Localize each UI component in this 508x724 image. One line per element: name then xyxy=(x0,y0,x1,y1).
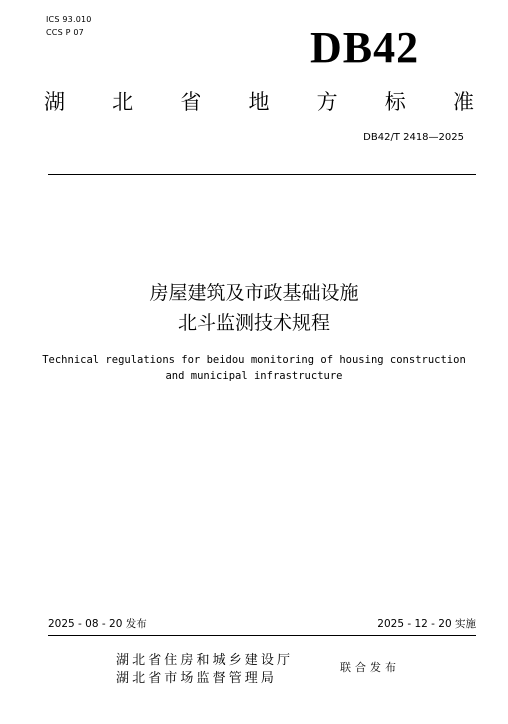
classification-codes xyxy=(46,13,92,39)
standard-number: DB42/T 2418—2025 xyxy=(363,132,464,143)
english-title-line-1: Technical regulations for beidou monitoring of housing construction xyxy=(42,354,466,366)
standard-type-char: 方 xyxy=(316,90,338,114)
ccs-code: CCS P 07 xyxy=(46,28,84,37)
standard-logo: DB42 xyxy=(310,23,420,72)
standard-type-char: 地 xyxy=(248,90,270,114)
english-title-line-2: and municipal infrastructure xyxy=(165,370,343,382)
standard-type-char: 省 xyxy=(180,90,202,114)
standard-type-char: 准 xyxy=(452,90,474,114)
bottom-divider xyxy=(48,635,476,636)
joint-release-label: 联合发布 xyxy=(340,661,400,674)
chinese-title-line-2: 北斗监测技术规程 xyxy=(177,312,330,334)
issuing-authorities xyxy=(116,652,293,688)
chinese-title xyxy=(0,278,508,338)
issuer-2: 湖北省市场监督管理局 xyxy=(116,671,278,686)
standard-type-char: 北 xyxy=(112,90,134,114)
standard-type-char: 湖 xyxy=(44,90,65,114)
english-title xyxy=(0,352,508,384)
issue-date: 2025 - 08 - 20 发布 xyxy=(48,618,147,630)
chinese-title-line-1: 房屋建筑及市政基础设施 xyxy=(149,282,359,304)
standard-type-char: 标 xyxy=(384,90,406,114)
top-divider xyxy=(48,174,476,175)
implementation-date: 2025 - 12 - 20 实施 xyxy=(377,618,476,630)
issuer-1: 湖北省住房和城乡建设厅 xyxy=(116,653,294,668)
ics-code: ICS 93.010 xyxy=(46,15,92,24)
standard-type-heading xyxy=(44,89,474,115)
